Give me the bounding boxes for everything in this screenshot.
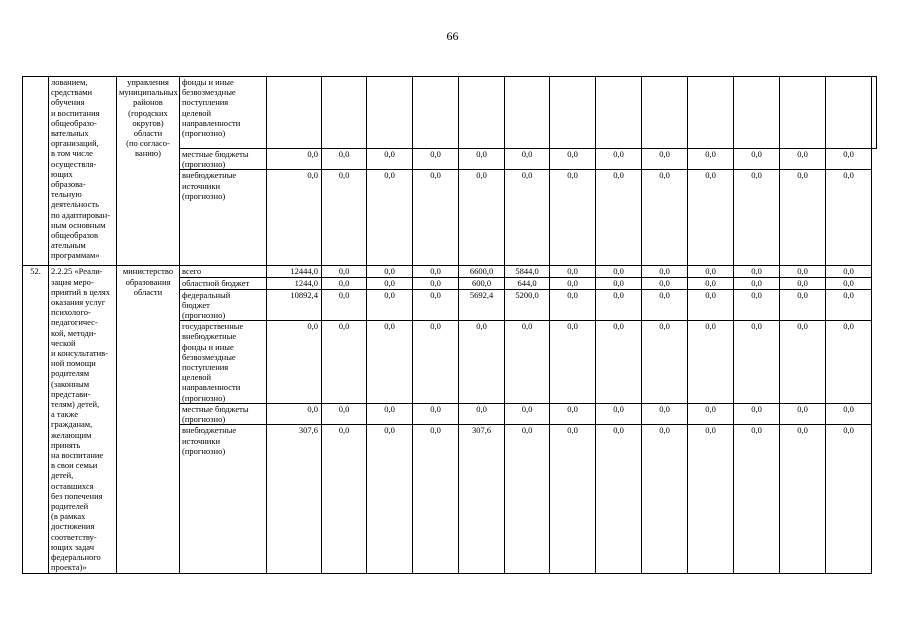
year-value: 0,0	[780, 277, 826, 289]
measure-name-line: 2.2.25 «Реали-	[51, 266, 103, 277]
measure-name-line: ным основным	[51, 219, 106, 230]
year-value: 0,0	[322, 321, 367, 404]
year-value: 0,0	[688, 170, 734, 266]
measure-name-line: в свои семьи	[51, 460, 98, 471]
funding-source-line: источники	[182, 435, 221, 446]
year-value: 0,0	[550, 321, 596, 404]
executor-name-line: (городских	[128, 107, 168, 118]
measure-name-line: и воспитания	[51, 107, 100, 118]
year-value: 0,0	[826, 266, 872, 277]
year-value: 0,0	[826, 403, 872, 424]
total-value: 0,0	[267, 403, 322, 424]
year-value: 0,0	[367, 277, 413, 289]
year-value: 0,0	[596, 403, 642, 424]
year-value	[322, 77, 367, 149]
funding-source	[180, 425, 267, 573]
funding-source	[180, 77, 267, 149]
measure-name-line: представи-	[51, 388, 91, 399]
funding-source	[180, 403, 267, 424]
year-value: 0,0	[734, 277, 780, 289]
year-value	[642, 77, 688, 149]
year-value: 644,0	[505, 277, 550, 289]
year-value: 0,0	[642, 277, 688, 289]
measure-name-line: приятий в целях	[51, 286, 111, 297]
year-value: 307,6	[459, 425, 505, 573]
year-value: 0,0	[413, 425, 459, 573]
funding-source-line: безвозмездные	[182, 87, 236, 98]
year-value: 0,0	[459, 321, 505, 404]
measure-name-line: и консультатив-	[51, 348, 108, 359]
measure-name-line: гражданам,	[51, 419, 93, 430]
measure-name-line: федерального	[51, 552, 101, 563]
funding-source-line: областной бюджет	[182, 277, 250, 288]
measure-name	[49, 77, 117, 266]
funding-source-line: внебюджетные	[182, 331, 237, 342]
measure-name-line: осуществля-	[51, 158, 97, 169]
year-value: 0,0	[642, 266, 688, 277]
year-value: 0,0	[550, 277, 596, 289]
year-value: 0,0	[322, 149, 367, 170]
measure-name-line: психолого-	[51, 307, 91, 318]
year-value: 0,0	[642, 403, 688, 424]
table-row	[23, 77, 877, 149]
year-value: 0,0	[505, 425, 550, 573]
measure-name-line: на воспитание	[51, 450, 104, 461]
year-value: 0,0	[459, 149, 505, 170]
total-value: 307,6	[267, 425, 322, 573]
funding-source-line: местные бюджеты	[182, 149, 249, 159]
year-value: 0,0	[413, 403, 459, 424]
year-value: 0,0	[688, 149, 734, 170]
year-value: 0,0	[367, 425, 413, 573]
year-value: 0,0	[734, 403, 780, 424]
executor-name-line: (по согласо-	[126, 138, 170, 149]
year-value: 0,0	[459, 170, 505, 266]
year-value	[688, 77, 734, 149]
year-value: 0,0	[505, 403, 550, 424]
year-value: 0,0	[596, 149, 642, 170]
total-value: 0,0	[267, 321, 322, 404]
year-value: 0,0	[642, 321, 688, 404]
year-value	[550, 77, 596, 149]
year-value: 0,0	[505, 170, 550, 266]
measure-name-line: тельную	[51, 189, 82, 200]
funding-source-line: фонды и иные	[182, 341, 234, 352]
measure-name-line: по адаптирован-	[51, 209, 111, 220]
year-value: 0,0	[688, 403, 734, 424]
year-value: 0,0	[413, 149, 459, 170]
funding-source-line: федеральный	[182, 289, 231, 300]
executor-name-line: образования	[125, 276, 171, 287]
measure-name-line: принять	[51, 439, 81, 450]
measure-name-line: обучения	[51, 97, 85, 108]
measure-name-line: желающим	[51, 429, 92, 440]
funding-source-line: внебюджетные	[182, 170, 237, 181]
funding-source	[180, 266, 267, 277]
year-value: 0,0	[550, 289, 596, 321]
total-value: 0,0	[267, 149, 322, 170]
measure-name-line: ательным	[51, 240, 86, 251]
year-value: 0,0	[322, 289, 367, 321]
year-value: 0,0	[642, 170, 688, 266]
measure-name-line: организаций,	[51, 138, 99, 149]
year-value: 0,0	[734, 266, 780, 277]
measure-name-line: ющих задач	[51, 541, 94, 552]
measure-name-line: проекта)»	[51, 562, 87, 573]
executor-name-line: районов	[133, 97, 163, 108]
row-number	[23, 77, 49, 266]
funding-source-line: (прогнозно)	[182, 392, 226, 403]
year-value: 600,0	[459, 277, 505, 289]
year-value: 0,0	[734, 321, 780, 404]
funding-source-line: целевой	[182, 107, 212, 118]
executor-name-line: министерство	[122, 266, 174, 277]
measure-name-line: (в рамках	[51, 511, 86, 522]
year-value: 0,0	[734, 149, 780, 170]
funding-source-line: (прогнозно)	[182, 310, 226, 321]
measure-name-line: телям) детей,	[51, 399, 100, 410]
measure-name-line: кой, методи-	[51, 327, 97, 338]
funding-source	[180, 277, 267, 289]
measure-name-line: без попечения	[51, 490, 103, 501]
funding-source-line: (прогнозно)	[182, 128, 226, 139]
total-value	[267, 77, 322, 149]
year-value: 0,0	[596, 289, 642, 321]
year-value	[780, 77, 826, 149]
year-value: 0,0	[780, 170, 826, 266]
year-value: 0,0	[367, 170, 413, 266]
executor-name-line: области	[133, 286, 163, 297]
year-value: 0,0	[596, 321, 642, 404]
funding-source-line: поступления	[182, 97, 229, 108]
year-value: 0,0	[826, 149, 872, 170]
funding-source-line: всего	[182, 266, 202, 277]
year-value	[596, 77, 642, 149]
funding-source-line: источники	[182, 180, 221, 191]
year-value	[413, 77, 459, 149]
year-value: 0,0	[688, 266, 734, 277]
measure-name-line: а также	[51, 409, 79, 420]
measure-name-line: ческой	[51, 337, 76, 348]
year-value: 0,0	[780, 321, 826, 404]
executor-name-line: муниципальных	[119, 87, 178, 98]
year-value: 0,0	[734, 170, 780, 266]
year-value	[505, 77, 550, 149]
funding-source-line: фонды и иные	[182, 77, 234, 87]
year-value	[734, 77, 780, 149]
funding-source-line: (прогнозно)	[182, 445, 226, 456]
year-value	[872, 77, 877, 149]
year-value: 0,0	[322, 425, 367, 573]
year-value: 0,0	[596, 170, 642, 266]
measure-name-line: детей,	[51, 470, 74, 481]
year-value: 0,0	[642, 289, 688, 321]
executor-name	[117, 266, 180, 573]
measure-name-line: в том числе	[51, 148, 93, 159]
funding-source-line: местные бюджеты	[182, 403, 249, 414]
measure-name-line: родителей	[51, 501, 89, 512]
year-value: 0,0	[459, 403, 505, 424]
year-value: 0,0	[367, 266, 413, 277]
funding-source-line: бюджет	[182, 299, 210, 310]
year-value: 0,0	[688, 289, 734, 321]
year-value: 0,0	[550, 403, 596, 424]
year-value: 0,0	[550, 425, 596, 573]
year-value: 0,0	[826, 321, 872, 404]
year-value: 0,0	[550, 170, 596, 266]
year-value: 0,0	[505, 149, 550, 170]
year-value: 0,0	[367, 403, 413, 424]
funding-source-line: (прогнозно)	[182, 414, 226, 425]
year-value: 0,0	[826, 425, 872, 573]
measure-name-line: деятельность	[51, 199, 99, 210]
funding-source-line: целевой	[182, 372, 212, 383]
year-value: 0,0	[596, 425, 642, 573]
year-value: 0,0	[322, 266, 367, 277]
year-value: 0,0	[550, 149, 596, 170]
year-value: 0,0	[642, 425, 688, 573]
year-value: 0,0	[413, 266, 459, 277]
measure-name-line: вательных	[51, 128, 89, 139]
measure-name-line: педагогичес-	[51, 317, 98, 328]
funding-source-line: (прогнозно)	[182, 159, 226, 170]
year-value: 0,0	[688, 321, 734, 404]
year-value: 0,0	[780, 403, 826, 424]
measure-name-line: программам»	[51, 250, 100, 261]
measure-name-line: ной помощи	[51, 358, 96, 369]
executor-name-line: ванию)	[135, 148, 161, 159]
funding-source-line: внебюджетные	[182, 425, 237, 436]
year-value: 0,0	[413, 321, 459, 404]
page-number: 66	[446, 29, 459, 43]
total-value: 10892,4	[267, 289, 322, 321]
measure-name-line: ющих	[51, 168, 73, 179]
measure-name-line: оказания услуг	[51, 297, 106, 308]
year-value: 5844,0	[505, 266, 550, 277]
measure-name-line: достижения	[51, 521, 95, 532]
executor-name-line: области	[133, 128, 163, 139]
year-value: 5200,0	[505, 289, 550, 321]
measure-name-line: средствами	[51, 87, 93, 98]
total-value: 12444,0	[267, 266, 322, 277]
year-value: 0,0	[642, 149, 688, 170]
year-value: 0,0	[596, 266, 642, 277]
year-value: 5692,4	[459, 289, 505, 321]
year-value	[826, 77, 872, 149]
year-value: 0,0	[322, 277, 367, 289]
year-value: 0,0	[734, 425, 780, 573]
measure-name-line: общеобразов	[51, 230, 99, 241]
year-value: 0,0	[550, 266, 596, 277]
year-value: 0,0	[322, 170, 367, 266]
row-number: 52.	[23, 266, 49, 573]
measure-name-line: оставшихся	[51, 480, 94, 491]
measure-name-line: соответству-	[51, 531, 97, 542]
year-value: 0,0	[596, 277, 642, 289]
total-value: 1244,0	[267, 277, 322, 289]
year-value: 0,0	[688, 425, 734, 573]
total-value: 0,0	[267, 170, 322, 266]
funding-source-line: направленности	[182, 382, 241, 393]
funding-source-line: поступления	[182, 362, 229, 373]
funding-source-line: направленности	[182, 117, 241, 128]
funding-source-line: безвозмездные	[182, 351, 236, 362]
measure-name-line: лованием,	[51, 77, 88, 87]
measure-name	[49, 266, 117, 573]
year-value: 0,0	[505, 321, 550, 404]
year-value: 0,0	[734, 289, 780, 321]
executor-name-line: округов)	[132, 117, 164, 128]
budget-table	[22, 76, 877, 574]
year-value: 0,0	[322, 403, 367, 424]
year-value: 0,0	[367, 289, 413, 321]
year-value: 0,0	[367, 321, 413, 404]
year-value: 0,0	[780, 149, 826, 170]
funding-source	[180, 170, 267, 266]
year-value: 0,0	[826, 289, 872, 321]
year-value: 0,0	[367, 149, 413, 170]
year-value: 0,0	[826, 277, 872, 289]
year-value	[367, 77, 413, 149]
year-value: 0,0	[413, 289, 459, 321]
measure-name-line: зация меро-	[51, 276, 94, 287]
measure-name-line: родителям	[51, 368, 90, 379]
funding-source-line: государственные	[182, 321, 244, 332]
year-value: 0,0	[413, 170, 459, 266]
funding-source	[180, 321, 267, 404]
year-value	[459, 77, 505, 149]
year-value: 0,0	[413, 277, 459, 289]
funding-source	[180, 289, 267, 321]
year-value: 0,0	[780, 425, 826, 573]
executor-name-line: управления	[127, 77, 169, 87]
year-value: 0,0	[688, 277, 734, 289]
year-value: 0,0	[780, 289, 826, 321]
executor-name	[117, 77, 180, 266]
table-row	[23, 266, 877, 277]
funding-source	[180, 149, 267, 170]
year-value: 0,0	[780, 266, 826, 277]
year-value: 0,0	[826, 170, 872, 266]
measure-name-line: (законным	[51, 378, 90, 389]
year-value: 6600,0	[459, 266, 505, 277]
measure-name-line: общеобразо-	[51, 117, 97, 128]
measure-name-line: образова-	[51, 179, 86, 190]
funding-source-line: (прогнозно)	[182, 190, 226, 201]
